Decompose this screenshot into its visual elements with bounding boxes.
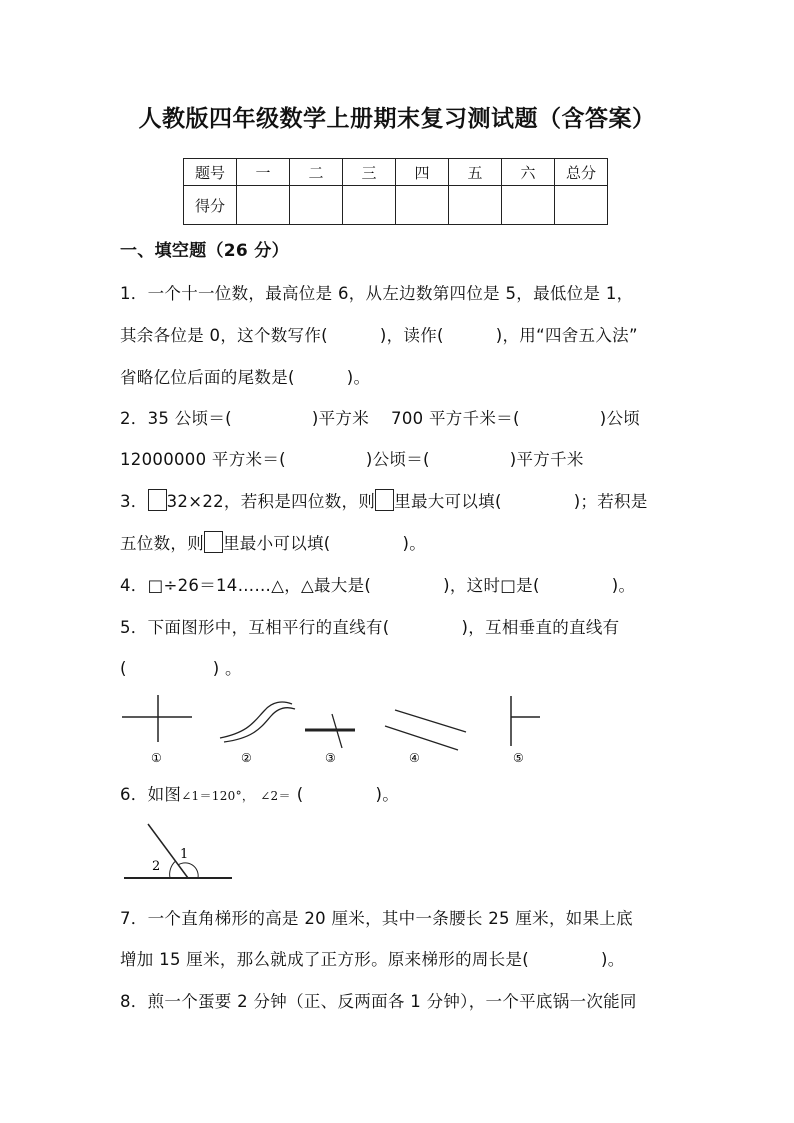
- question-3-line-1: 3． 32×22，若积是四位数，则 里最大可以填( )；若积是: [120, 488, 648, 512]
- score-header-cell: 题号: [184, 159, 237, 186]
- question-1-line-1: 1．一个十一位数，最高位是 6，从左边数第四位是 5，最低位是 1，: [120, 284, 634, 303]
- question-2-line-2: 12000000 平方米＝( )公顷＝( )平方千米: [120, 450, 584, 469]
- angle-figure: [120, 818, 240, 884]
- score-table-score-row: [184, 186, 608, 225]
- question-5-line-1: 5．下面图形中，互相平行的直线有( )，互相垂直的直线有: [120, 618, 620, 637]
- score-cell[interactable]: [555, 186, 608, 225]
- question-1-line-3: 省略亿位后面的尾数是( )。: [120, 368, 371, 387]
- digit-box: [375, 489, 394, 511]
- question-7-line-2: 增加 15 厘米，那么就成了正方形。原来梯形的周长是( )。: [120, 950, 625, 969]
- score-header-cell: 四: [396, 159, 449, 186]
- score-header-cell: 二: [290, 159, 343, 186]
- question-5-line-2: ( ) 。: [120, 659, 242, 678]
- score-cell[interactable]: [449, 186, 502, 225]
- score-cell[interactable]: [237, 186, 290, 225]
- question-3-line-2: 五位数，则 里最小可以填( )。: [120, 530, 426, 554]
- angle-label-2: 2: [152, 859, 161, 874]
- figure-label: ②: [241, 751, 252, 765]
- angle-2-label: ∠2＝: [260, 789, 291, 803]
- figure-label: ④: [409, 751, 420, 765]
- score-header-cell: 六: [502, 159, 555, 186]
- figure-label: ①: [151, 751, 162, 765]
- score-header-cell: 三: [343, 159, 396, 186]
- score-header-cell: 五: [449, 159, 502, 186]
- score-cell[interactable]: [396, 186, 449, 225]
- figure-5-perpendicular-lines: [511, 696, 540, 746]
- angle-label-1: 1: [180, 847, 189, 862]
- figure-4-parallel-lines: [385, 710, 466, 750]
- figure-1-perpendicular-lines: [122, 695, 192, 742]
- question-1-line-2: 其余各位是 0，这个数写作( )，读作( )，用“四舍五入法”: [120, 326, 638, 345]
- question-8-line-1: 8．煎一个蛋要 2 分钟（正、反两面各 1 分钟），一个平底锅一次能同: [120, 992, 637, 1011]
- score-row-label: 得分: [184, 186, 237, 225]
- score-cell[interactable]: [290, 186, 343, 225]
- score-table: [183, 158, 608, 225]
- score-cell[interactable]: [502, 186, 555, 225]
- figure-3-crossing-lines: [305, 714, 355, 748]
- question-2-line-1: 2．35 公顷＝( )平方米 700 平方千米＝( )公顷: [120, 409, 641, 428]
- figure-2-curves: [220, 702, 295, 742]
- score-header-cell: 一: [237, 159, 290, 186]
- page-title: 人教版四年级数学上册期末复习测试题（含答案）: [138, 106, 656, 132]
- section-heading-fill-in: 一、填空题（26 分）: [120, 241, 289, 261]
- question-4: 4．□÷26＝14……△，△最大是( )，这时□是( )。: [120, 576, 636, 595]
- score-table-header-row: [184, 159, 608, 186]
- figure-label: ⑤: [513, 751, 524, 765]
- lines-figure: [110, 690, 560, 770]
- figure-label: ③: [325, 751, 336, 765]
- digit-box: [204, 531, 223, 553]
- question-7-line-1: 7．一个直角梯形的高是 20 厘米，其中一条腰长 25 厘米，如果上底: [120, 909, 633, 928]
- question-6: 6．如图∠1＝120°， ∠2＝ ( )。: [120, 785, 400, 804]
- score-header-cell: 总分: [555, 159, 608, 186]
- digit-box: [148, 489, 167, 511]
- angle-1-value: ∠1＝120°，: [181, 789, 255, 803]
- score-cell[interactable]: [343, 186, 396, 225]
